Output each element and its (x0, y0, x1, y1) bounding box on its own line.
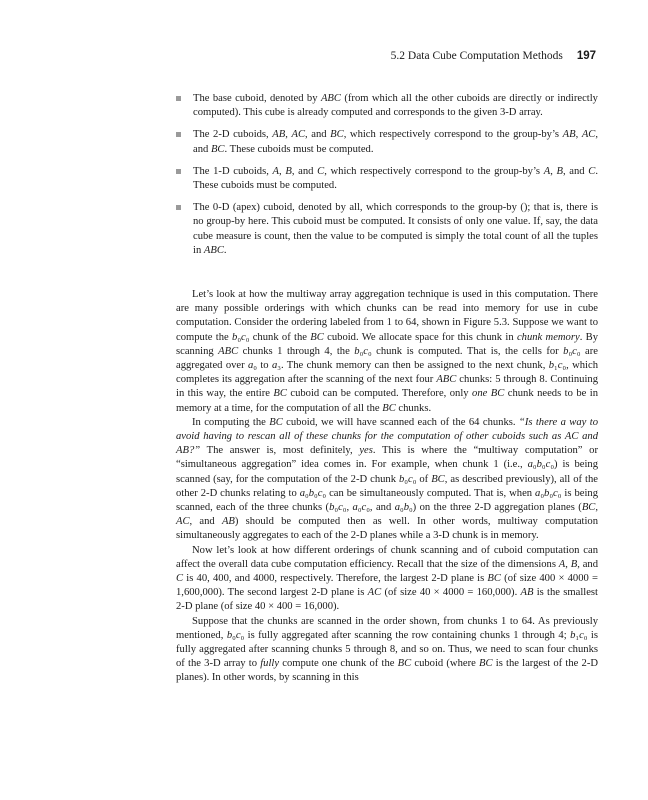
cuboid-list (176, 92, 598, 266)
paragraph: Let’s look at how the multiway array aggregation technique is used in this computation. There are many possible orderings with which chunks can be read into memory for use in cube computation. Consider the ordering labeled from 1 to 64, shown in Figure 5.3. Suppose we want to compute the b₀c₀ chunk of the BC cuboid. We allocate space for this chunk in chunk memory. By scanning ABC chunks 1 through 4, the b₀c₀ chunk is computed. That is, the cells for b₀c₀ are aggregated over a₀ to a₃. The chunk memory can then be assigned to the next chunk, b₁c₀, which completes its aggregation after the scanning of the next four ABC chunks: 5 through 8. Continuing in this way, the entire BC cuboid can be computed. Therefore, only one BC chunk needs to be in memory at a time, for the computation of all the BC chunks. (176, 289, 598, 414)
page-number: 197 (576, 50, 596, 62)
bullet-square-icon (176, 205, 181, 210)
list-item (176, 165, 598, 193)
bullet-square-icon (176, 96, 181, 101)
list-item (176, 92, 598, 120)
list-item (176, 201, 598, 258)
paragraph: Now let’s look at how different orderings of chunk scanning and of cuboid computation can affect the overall data cube computation efficiency. Recall that the size of the dimensions A, B, and C is 40, 400, and 4000, respectively. Therefore, the largest 2-D plane is BC (of size 400 × 4000 = 1,600,000). The second largest 2-D plane is AC (of size 40 × 4000 = 160,000). AB is the smallest 2-D plane (of size 40 × 400 = 16,000). (176, 544, 598, 613)
body-text (176, 288, 598, 686)
bullet-square-icon (176, 169, 181, 174)
list-item-text: The 0-D (apex) cuboid, denoted by all, which corresponds to the group-by (); that is, there is no group-by here. This cuboid must be computed. It consists of only one value. If, say, the data cube measure is count, then the value to be computed is simply the total count of all the tuples in ABC. (193, 202, 598, 256)
list-item-text: The base cuboid, denoted by ABC (from which all the other cuboids are directly or indirectly computed). This cube is already computed and corresponds to the given 3-D array. (193, 93, 598, 119)
list-item-text: The 1-D cuboids, A, B, and C, which respectively correspond to the group-by’s A, B, and C. These cuboids must be computed. (193, 165, 598, 192)
section-title: 5.2 Data Cube Computation Methods (390, 50, 563, 62)
list-item-text: The 2-D cuboids, AB, AC, and BC, which respectively correspond to the group-by’s AB, AC, and BC. These cuboids must be computed. (193, 129, 599, 155)
paragraph: Suppose that the chunks are scanned in the order shown, from chunks 1 to 64. As previously mentioned, b₀c₀ is fully aggregated after scanning the row containing chunks 1 through 4; b₁c₀ is fully aggregated after scanning chunks 5 through 8, and so on. Thus, we need to scan four chunks of the 3-D array to fully compute one chunk of the BC cuboid (where BC is the largest of the 2-D planes). In other words, by scanning in this (176, 615, 599, 684)
list-item (176, 128, 598, 156)
running-head (0, 50, 596, 62)
bullet-square-icon (176, 132, 181, 137)
paragraph: In computing the BC cuboid, we will have scanned each of the 64 chunks. “Is there a way to avoid having to rescan all of these chunks for the computation of other cuboids such as AC and AB?” The answer is, most definitely, yes. This is where the “multiway computation” or “simultaneous aggregation” idea comes in. For example, when chunk 1 (i.e., a₀b₀c₀) is being scanned (say, for the computation of the 2-D chunk b₀c₀ of BC, as described previously), all of the other 2-D chunks relating to a₀b₀c₀ can be simultaneously computed. That is, when a₀b₀c₀ is being scanned, each of the three chunks (b₀c₀, a₀c₀, and a₀b₀) on the three 2-D aggregation planes (BC, AC, and AB) should be computed then as well. In other words, multiway computation simultaneously aggregates to each of the 2-D planes while a 3-D chunk is in memory. (176, 416, 599, 542)
